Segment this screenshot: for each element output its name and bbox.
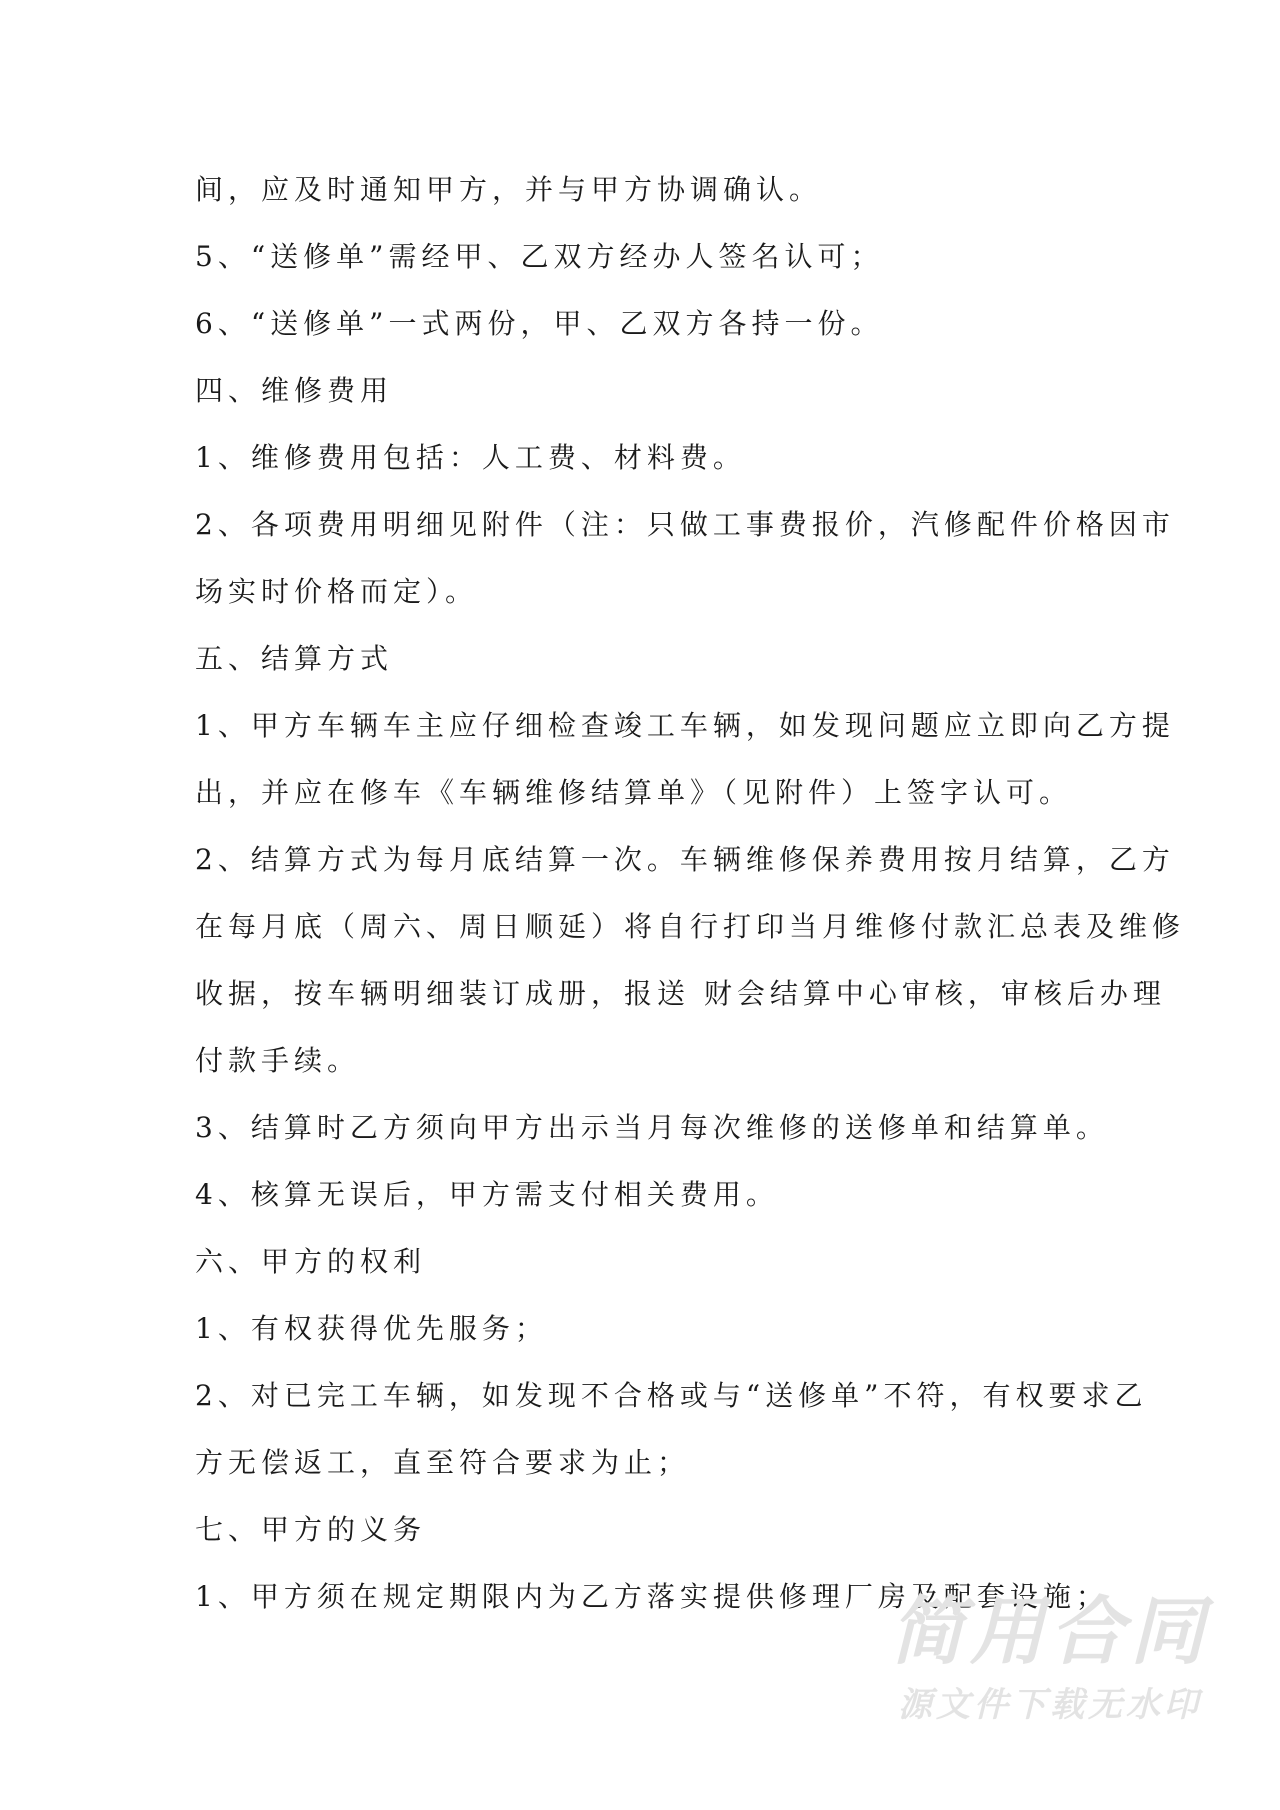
paragraph-line: 6、“送修单”一式两份，甲、乙双方各持一份。	[195, 307, 884, 340]
paragraph-line: 1、维修费用包括：人工费、材料费。	[195, 441, 746, 474]
paragraph-line: 场实时价格而定）。	[195, 575, 479, 608]
paragraph-line: 3、结算时乙方须向甲方出示当月每次维修的送修单和结算单。	[195, 1111, 1109, 1144]
section-heading: 五、结算方式	[195, 642, 394, 675]
paragraph-line: 4、核算无误后，甲方需支付相关费用。	[195, 1178, 779, 1211]
paragraph-line: 间，应及时通知甲方，并与甲方协调确认。	[195, 173, 823, 206]
paragraph-line: 出，并应在修车《车辆维修结算单》（见附件）上签字认可。	[195, 776, 1073, 809]
paragraph-line: 1、甲方须在规定期限内为乙方落实提供修理厂房及配套设施；	[195, 1580, 1109, 1613]
paragraph-line: 1、甲方车辆车主应仔细检查竣工车辆，如发现问题应立即向乙方提	[195, 709, 1175, 742]
section-heading: 七、甲方的义务	[195, 1513, 427, 1546]
paragraph-line: 1、有权获得优先服务；	[195, 1312, 548, 1345]
paragraph-line: 收据，按车辆明细装订成册，报送 财会结算中心审核，审核后办理	[195, 977, 1166, 1010]
paragraph-line: 2、结算方式为每月底结算一次。车辆维修保养费用按月结算，乙方	[195, 843, 1175, 876]
watermark	[880, 1590, 1220, 1730]
paragraph-line: 在每月底（周六、周日顺延）将自行打印当月维修付款汇总表及维修	[195, 910, 1186, 943]
paragraph-line: 2、对已完工车辆，如发现不合格或与“送修单”不符，有权要求乙	[195, 1379, 1148, 1412]
paragraph-line: 5、“送修单”需经甲、乙双方经办人签名认可；	[195, 240, 884, 273]
section-heading: 四、维修费用	[195, 374, 394, 407]
paragraph-line: 付款手续。	[195, 1044, 361, 1077]
watermark-subtitle: 源文件下载无水印	[898, 1685, 1202, 1725]
watermark-title: 简用合同	[890, 1589, 1210, 1675]
paragraph-line: 2、各项费用明细见附件（注：只做工事费报价，汽修配件价格因市	[195, 508, 1175, 541]
section-heading: 六、甲方的权利	[195, 1245, 427, 1278]
paragraph-line: 方无偿返工，直至符合要求为止；	[195, 1446, 691, 1479]
